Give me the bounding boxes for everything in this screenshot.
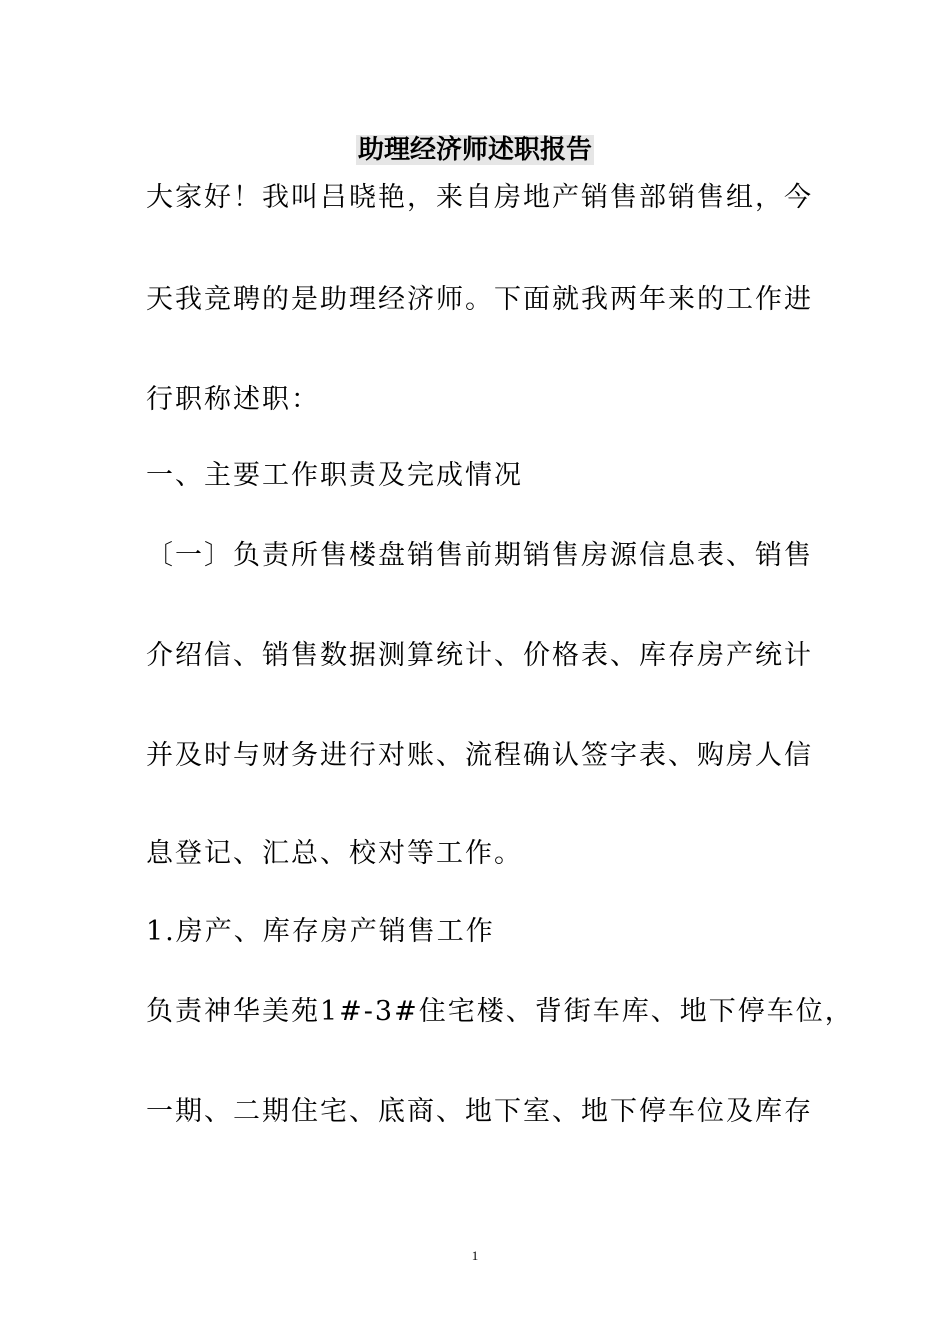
document-title-text: 助理经济师述职报告 bbox=[357, 135, 592, 165]
section-heading: 一、主要工作职责及完成情况 bbox=[146, 460, 523, 491]
paragraph-line-6: 介绍信、销售数据测算统计、价格表、库存房产统计 bbox=[146, 640, 813, 671]
paragraph-line-1: 大家好！我叫吕晓艳，来自房地产销售部销售组，今 bbox=[146, 182, 813, 213]
paragraph-line-10: 负责神华美苑1#-3#住宅楼、背街车库、地下停车位， bbox=[146, 996, 854, 1027]
paragraph-line-5: 〔一〕负责所售楼盘销售前期销售房源信息表、销售 bbox=[146, 540, 813, 571]
paragraph-line-3: 行职称述职： bbox=[146, 384, 320, 415]
paragraph-line-8: 息登记、汇总、校对等工作。 bbox=[146, 838, 523, 869]
subsection-heading: 1.房产、库存房产销售工作 bbox=[146, 916, 495, 947]
paragraph-line-7: 并及时与财务进行对账、流程确认签字表、购房人信 bbox=[146, 740, 813, 771]
paragraph-line-2: 天我竞聘的是助理经济师。下面就我两年来的工作进 bbox=[146, 284, 813, 315]
document-title bbox=[0, 130, 950, 170]
paragraph-line-11: 一期、二期住宅、底商、地下室、地下停车位及库存 bbox=[146, 1096, 813, 1127]
page-number: 1 bbox=[471, 1248, 479, 1263]
